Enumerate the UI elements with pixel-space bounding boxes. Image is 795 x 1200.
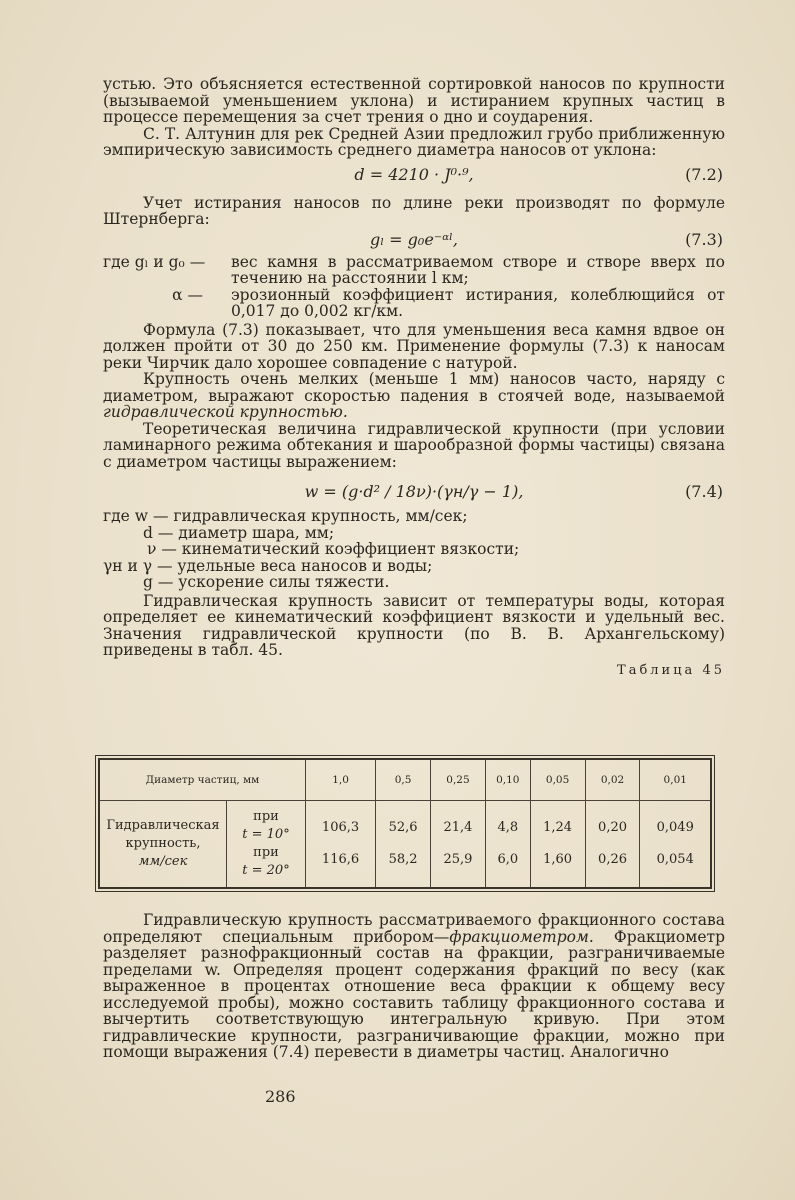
upper-text-block [103,76,725,684]
value-t20-2: 25,9 [443,852,473,867]
definition-g-accel: g — ускорение силы тяжести. [143,573,390,591]
formula-7-2-expr: d = 4210 · J⁰·⁹, [354,164,474,184]
table-caption: Таблица 45 [617,662,725,678]
cond-2-prefix: при [253,845,279,860]
header-diameter-label: Диаметр частиц, мм [99,759,306,801]
formula-7-2-number: (7.2) [685,164,723,184]
paragraph-3: Учет истирания наносов по длине реки производят по формуле Штернберга: [103,193,725,228]
value-t20-6: 0,054 [656,852,694,867]
definition-w: где w — гидравлическая крупность, мм/сек; [103,507,468,525]
formula-7-4-definitions [103,508,725,591]
page-number: 286 [265,1087,296,1106]
cond-1-prefix: при [253,809,279,824]
definition-alpha-label: α — [172,285,203,304]
paragraph-4: Формула (7.3) показывает, что для уменьшения веса камня вдвое он должен пройти от 30 до 250 км. Применение формулы (7.3) к наносам реки Чирчик дало хорошее совпадение с натурой. [103,320,725,372]
definition-alpha-text: эрозионный коэффициент истирания, колеблющийся от 0,017 до 0,002 кг/км. [231,285,725,320]
formula-7-4 [103,474,725,508]
header-diameter-2: 0,25 [431,759,486,801]
definition-alpha [103,287,725,320]
definition-g-text: вес камня в рассматриваемом створе и створе вверх по течению на расстоянии l км; [231,252,725,287]
header-diameter-0: 1,0 [306,759,376,801]
paragraph-8 [103,912,725,1061]
table-header-row [99,759,711,801]
formula-7-2 [103,163,725,189]
paragraph-8-rest: Фракциометр разделяет разнофракционный состав на фракции, разграничиваемые пределами w. Определяя процент содержания фракций по весу (как выраженное в процентах отношение веса фракции к общему весу исследуемой пробы), можно составить таблицу фракционного состава и вычертить соответствующую интегральную кривую. При этом гидравлические крупности, разграничивающие фракции, можно при помощи выражения (7.4) перевести в диаметры частиц. Аналогично [103,927,725,1061]
row-label [99,801,227,889]
paragraph-7: Гидравлическая крупность зависит от температуры воды, которая определяет ее кинематический коэффициент вязкости и удельный вес. Значения гидравлической крупности (по В. В. Архангельскому) приведены в табл. 45. [103,591,725,659]
value-t10-4: 1,24 [543,820,573,835]
cell-d-0-25 [431,801,486,889]
definition-gamma: γн и γ — удельные веса наносов и воды; [103,556,433,575]
value-t20-3: 6,0 [497,852,519,867]
paragraph-1: устью. Это объясняется естественной сортировкой наносов по крупности (вызываемой уменьшением уклона) и истиранием крупных частиц в процессе перемещения за счет трения о дно и соударения. [103,75,725,126]
row-label-line-1: Гидравлическая [106,818,220,833]
paragraph-5-text: Крупность очень мелких (меньше 1 мм) наносов часто, наряду с диаметром, выражают скоростью падения в стоячей воде, называемой [103,370,725,405]
value-t20-5: 0,26 [598,852,627,867]
definition-g-label: где gₗ и g₀ — [103,252,206,271]
paragraph-6: Теоретическая величина гидравлической крупности (при условии ламинарного режима обтекания и шарообразной формы частицы) связана с диаметром частицы выражением: [103,419,725,471]
value-t10-6: 0,049 [656,820,694,835]
cell-d-0-5 [376,801,431,889]
cell-d-0-01 [640,801,711,889]
header-diameter-3: 0,10 [485,759,530,801]
table-45 [98,758,712,889]
definition-d: d — диаметр шара, мм; [143,523,335,542]
definition-nu: ν — кинематический коэффициент вязкости; [147,540,520,558]
formula-7-4-expr: w = (g·d² / 18ν)·(γн/γ − 1), [304,482,524,501]
cond-1-temp: t = 10° [242,827,290,842]
formula-7-4-number: (7.4) [685,482,723,501]
header-diameter-6: 0,01 [640,759,711,801]
term-hydraulic-size: гидравлической крупностью. [103,403,348,421]
formula-7-3-definitions [103,254,725,320]
value-t20-4: 1,60 [543,852,573,867]
header-diameter-5: 0,02 [585,759,640,801]
header-diameter-1: 0,5 [376,759,431,801]
value-t10-1: 52,6 [388,820,418,835]
row-label-line-2: крупность, [125,836,201,851]
row-conditions [227,801,306,889]
formula-7-3-expr: gₗ = g₀e⁻ᵅˡ, [369,229,459,249]
value-t10-3: 4,8 [497,820,519,835]
formula-7-3 [103,228,725,254]
lower-text-block [103,912,725,1061]
cell-d-0-05 [530,801,585,889]
paragraph-5 [103,371,725,421]
header-diameter-4: 0,05 [530,759,585,801]
cell-d-0-10 [485,801,530,889]
paragraph-8-start: Гидравлическую крупность рассматриваемого фракционного состава определяют специальным прибором— [103,911,725,946]
table-body-row [99,801,711,889]
row-label-unit: мм/сек [138,854,188,869]
cell-d-0-02 [585,801,640,889]
paragraph-2: С. Т. Алтунин для рек Средней Азии предложил грубо приближенную эмпирическую зависимость среднего диаметра наносов от уклона: [103,124,725,159]
definition-g [103,254,725,287]
formula-7-3-number: (7.3) [685,229,723,249]
value-t10-5: 0,20 [598,820,627,835]
term-fractiometer: фракциометром. [449,927,594,946]
cell-d-1-0 [306,801,376,889]
value-t20-0: 116,6 [321,852,360,867]
value-t20-1: 58,2 [388,852,418,867]
value-t10-0: 106,3 [321,820,360,835]
cond-2-temp: t = 20° [242,863,290,878]
value-t10-2: 21,4 [443,820,473,835]
